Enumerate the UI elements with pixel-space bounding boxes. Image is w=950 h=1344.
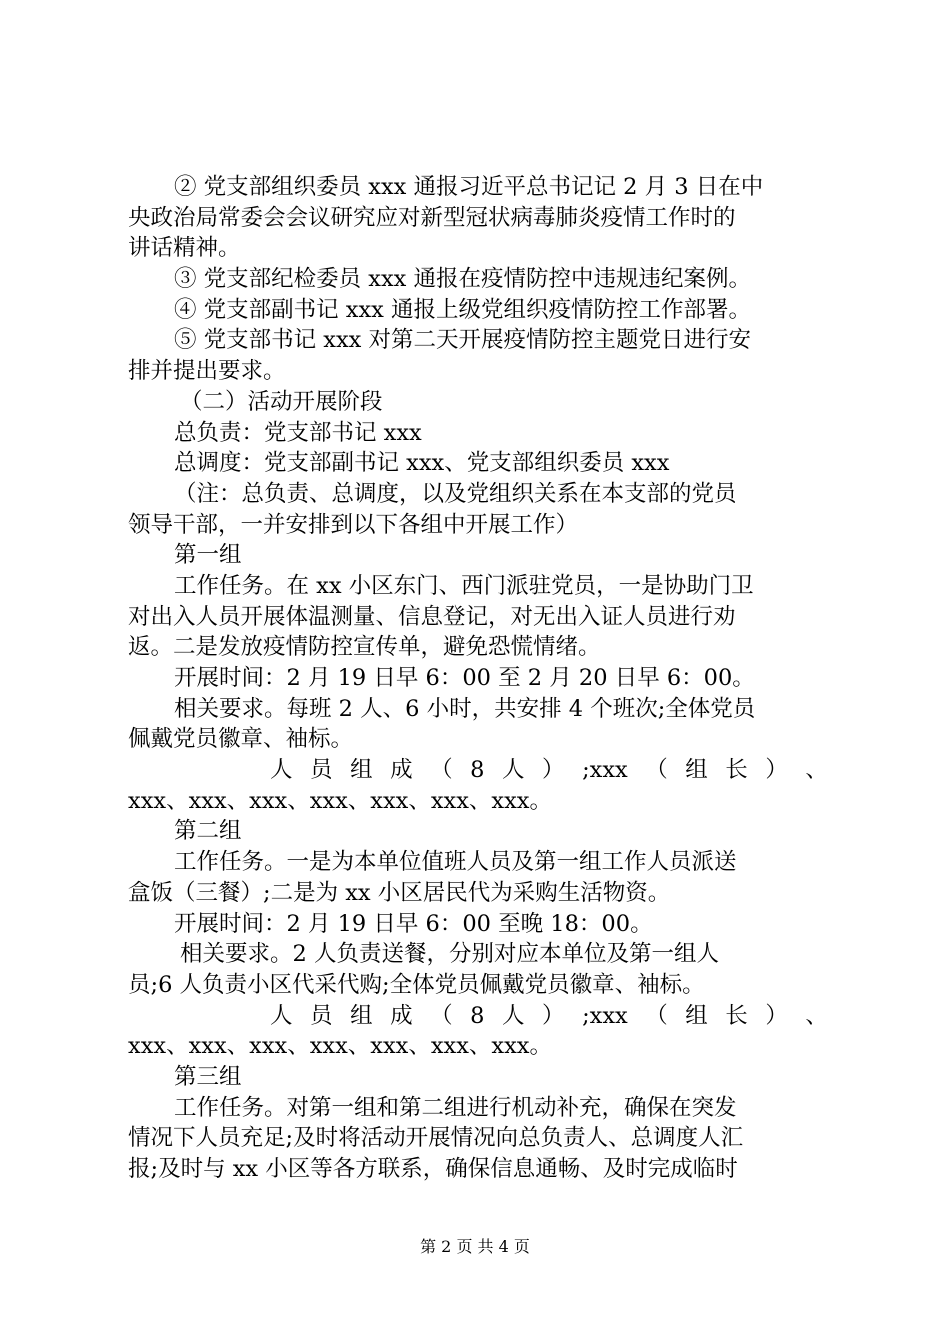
paragraph-line: xxx、xxx、xxx、xxx、xxx、xxx、xxx。 (128, 1033, 552, 1060)
roster-token: ） (542, 757, 565, 784)
paragraph-line: 对出入人员开展体温测量、信息登记，对无出入证人员进行劝 (128, 603, 736, 630)
roster-token: 员 (310, 1002, 333, 1029)
roster-token: 组 (350, 757, 373, 784)
paragraph-line: 央政治局常委会会议研究应对新型冠状病毒肺炎疫情工作时的 (128, 204, 736, 231)
paragraph-line: xxx、xxx、xxx、xxx、xxx、xxx、xxx。 (128, 787, 552, 814)
roster-line-group-2 (128, 1001, 828, 1032)
roster-token: 人 (270, 1002, 293, 1029)
paragraph-line: 报;及时与 xx 小区等各方联系，确保信息通畅、及时完成临时 (128, 1156, 738, 1182)
roster-token: 、 (805, 757, 828, 784)
paragraph-line: 工作任务。在 xx 小区东门、西门派驻党员，一是协助门卫 (174, 572, 754, 599)
page-footer: 第 2 页 共 4 页 (420, 1237, 530, 1256)
group-heading: 第二组 (174, 818, 242, 845)
roster-token: 长 (725, 757, 748, 784)
roster-token: （ (645, 757, 668, 784)
roster-token: 长 (725, 1002, 748, 1029)
paragraph-line: 开展时间：2 月 19 日早 6：00 至 2 月 20 日早 6：00。 (174, 665, 755, 691)
paragraph-line: 佩戴党员徽章、袖标。 (128, 726, 354, 753)
roster-token: （ (645, 1002, 668, 1029)
group-heading: 第三组 (174, 1063, 242, 1090)
roster-line-group-1 (128, 755, 828, 786)
roster-token: ;xxx (582, 757, 628, 784)
roster-token: 人 (270, 757, 293, 784)
roster-token: 成 (390, 1002, 413, 1029)
paragraph-line: ② 党支部组织委员 xxx 通报习近平总书记记 2 月 3 日在中 (174, 174, 764, 200)
paragraph-line: 开展时间：2 月 19 日早 6：00 至晚 18：00。 (174, 910, 653, 937)
document-body (128, 172, 828, 1185)
paragraph-line: 总调度：党支部副书记 xxx、党支部组织委员 xxx (174, 450, 670, 477)
roster-token: 组 (350, 1002, 373, 1029)
paragraph-line: 相关要求。2 人负责送餐，分别对应本单位及第一组人 (180, 941, 719, 968)
roster-token: 成 (390, 757, 413, 784)
roster-token: ） (542, 1002, 565, 1029)
paragraph-line: 返。二是发放疫情防控宣传单，避免恐慌情绪。 (128, 634, 601, 661)
roster-token: ） (765, 757, 788, 784)
paragraph-line: 工作任务。一是为本单位值班人员及第一组工作人员派送 (174, 849, 737, 876)
roster-token: 员 (310, 757, 333, 784)
roster-token: 8 (470, 1002, 485, 1029)
paragraph-line: 员;6 人负责小区代采代购;全体党员佩戴党员徽章、袖标。 (128, 971, 705, 998)
section-heading: （二）活动开展阶段 (180, 388, 383, 415)
paragraph-line: ⑤ 党支部书记 xxx 对第二天开展疫情防控主题党日进行安 (174, 327, 752, 354)
paragraph-line: （注：总负责、总调度，以及党组织关系在本支部的党员 (174, 480, 737, 507)
roster-token: （ (430, 1002, 453, 1029)
roster-token: 人 (502, 1002, 525, 1029)
paragraph-line: 排并提出要求。 (128, 358, 286, 385)
roster-token: 、 (805, 1002, 828, 1029)
roster-token: ;xxx (582, 1002, 628, 1029)
group-heading: 第一组 (174, 542, 242, 569)
paragraph-line: ④ 党支部副书记 xxx 通报上级党组织疫情防控工作部署。 (174, 296, 752, 323)
roster-token: 组 (685, 1002, 708, 1029)
paragraph-line: 盒饭（三餐）;二是为 xx 小区居民代为采购生活物资。 (128, 879, 671, 906)
paragraph-line: ③ 党支部纪检委员 xxx 通报在疫情防控中违规违纪案例。 (174, 266, 752, 293)
paragraph-line: 相关要求。每班 2 人、6 小时，共安排 4 个班次;全体党员 (174, 695, 756, 722)
paragraph-line: 领导干部，一并安排到以下各组中开展工作） (128, 511, 579, 538)
paragraph-line: 情况下人员充足;及时将活动开展情况向总负责人、总调度人汇 (128, 1125, 744, 1152)
roster-token: 8 (470, 757, 485, 784)
paragraph-line: 讲话精神。 (128, 235, 241, 262)
roster-token: 人 (502, 757, 525, 784)
paragraph-line: 工作任务。对第一组和第二组进行机动补充，确保在突发 (174, 1094, 737, 1121)
roster-token: （ (430, 757, 453, 784)
roster-token: 组 (685, 757, 708, 784)
roster-token: ） (765, 1002, 788, 1029)
paragraph-line: 总负责：党支部书记 xxx (174, 419, 422, 446)
